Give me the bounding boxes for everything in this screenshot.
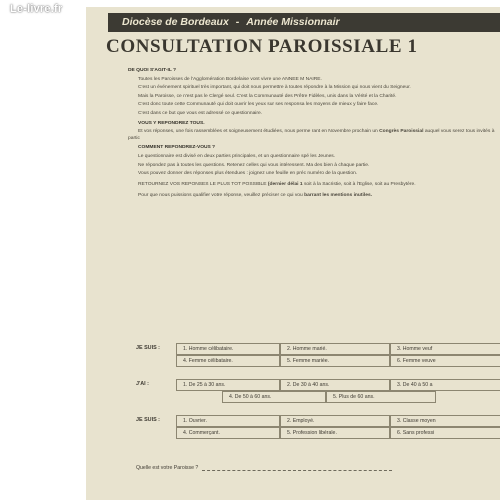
paragraph-text: soit à la Sacristie, soit à l'Eglise, soit au Presbytère. — [303, 181, 416, 187]
paragraph: C'est donc toute cette Communauté qui doit ouvrir les yeux sur ses responsa les moyens de mieux y faire face. — [138, 102, 379, 108]
option-femme-mariee[interactable]: 5. Femme mariée. — [280, 355, 390, 367]
option-age-40-50[interactable]: 3. De 40 à 50 a — [390, 379, 500, 391]
paragraph-text: Et vos réponses, une fois rassemblées et soigneusement étudiées, nous perme rant en Novembre prochain un — [138, 129, 378, 135]
grid-row-label: J'AI : — [136, 381, 149, 387]
grid-row-label: JE SUIS : — [136, 417, 160, 423]
paragraph — [128, 182, 500, 189]
header-diocese: Diocèse de Bordeaux — [122, 16, 229, 28]
option-age-30-40[interactable]: 2. De 30 à 40 ans. — [280, 379, 390, 391]
deadline: (dernier délai 1 — [267, 181, 303, 187]
paragraph — [128, 129, 500, 142]
option-commercant[interactable]: 4. Commerçant. — [176, 427, 280, 439]
watermark: Le-livre.fr — [10, 3, 63, 15]
parish-answer-line[interactable] — [202, 470, 392, 471]
option-employe[interactable]: 2. Employé. — [280, 415, 390, 427]
parish-question-label: Quelle est votre Paroisse ? — [136, 465, 199, 471]
header-separator: - — [235, 16, 240, 28]
option-sans-profession[interactable]: 6. Sans professi — [390, 427, 500, 439]
parish-question — [136, 465, 496, 471]
option-femme-celibataire[interactable]: 4. Femme célibataire. — [176, 355, 280, 367]
option-homme-marie[interactable]: 2. Homme marié. — [280, 343, 390, 355]
option-age-25-30[interactable]: 1. De 25 à 30 ans. — [176, 379, 280, 391]
option-age-50-60[interactable]: 4. De 50 à 60 ans. — [222, 391, 326, 403]
option-profession-liberale[interactable]: 5. Profession libérale. — [280, 427, 390, 439]
option-homme-veuf[interactable]: 3. Homme veuf — [390, 343, 500, 355]
paragraph-text: auquel vous serez tous invités à partic — [128, 129, 495, 141]
paragraph — [128, 193, 500, 200]
paragraph: Mais la Paroisse, ce n'est pas le Clergé seul. C'est la Communauté des Prêtre Fidèles, unis dans la Vérité et la Charité. — [138, 93, 397, 99]
document-body — [128, 65, 500, 200]
page-title: CONSULTATION PAROISSIALE 1 — [106, 36, 418, 57]
paragraph: Vous pouvez donner des réponses plus étendues : joignez une feuille en préc numéro de la question. — [138, 171, 358, 177]
section-heading: COMMENT REPONDREZ-VOUS ? — [138, 145, 216, 151]
option-femme-veuve[interactable]: 6. Femme veuve — [390, 355, 500, 367]
grid-row-age — [136, 379, 500, 415]
congres-emphasis: Congrès Paroissial — [379, 129, 424, 135]
section-heading: DE QUOI S'AGIT-IL ? — [128, 68, 177, 73]
paragraph: C'est un événement spirituel très important, qui doit nous permettre à toutes répondre à la Mission qui nous vient du Seigneur. — [138, 85, 411, 91]
section-heading: VOUS Y REPONDREZ TOUS. — [138, 120, 205, 126]
option-classe-moyenne[interactable]: 3. Classe moyen — [390, 415, 500, 427]
paragraph: Toutes les Paroisses de l'Agglomération Bordelaise vont vivre une ANNEE M NAIRE. — [138, 76, 322, 82]
strike-instruction: barrant les mentions inutiles. — [304, 193, 373, 199]
option-age-60-plus[interactable]: 5. Plus de 60 ans. — [326, 391, 436, 403]
paragraph: Ne répondez pas à toutes les questions. Retenez celles qui vous intéressent. Ma des bien à chaque partie. — [138, 162, 370, 168]
grid-row-label: JE SUIS : — [136, 345, 160, 351]
paragraph-text: Pour que nous puissions qualifier votre réponse, veuillez préciser ce qui vou — [138, 193, 303, 199]
grid-row-je-suis-profession — [136, 415, 500, 451]
header-year: Année Missionnair — [246, 16, 340, 28]
return-instruction: RETOURNEZ VOS REPONSES LE PLUS TOT POSSIBLE — [138, 181, 267, 187]
header-band — [108, 13, 500, 32]
option-homme-celibataire[interactable]: 1. Homme célibataire. — [176, 343, 280, 355]
paragraph: C'est dans ce but que vous est adressé ce questionnaire. — [138, 110, 263, 116]
paragraph: Le questionnaire est divisé en deux parties principales, et un questionnaire spé les Jeunes. — [138, 153, 336, 159]
identification-grid — [136, 343, 500, 451]
document-page — [86, 7, 500, 500]
grid-row-je-suis-civil — [136, 343, 500, 379]
option-ouvrier[interactable]: 1. Ouvrier. — [176, 415, 280, 427]
